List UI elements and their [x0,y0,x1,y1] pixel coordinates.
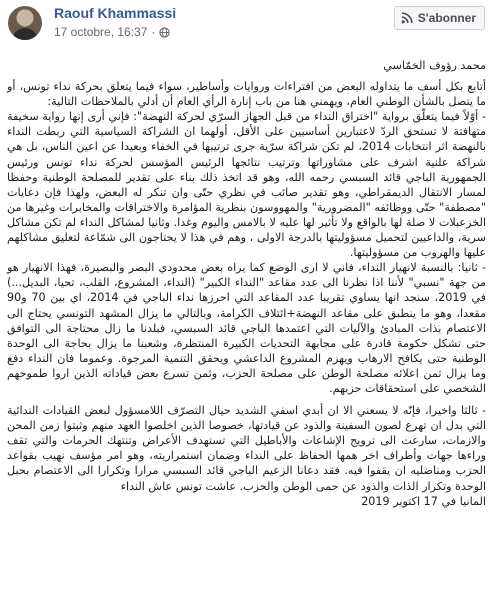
post-paragraph-first: - أوّلاً فيما يتعلّق برواية "اختراق النداء من قبل الجهاز السرّي لحركة النهضة": فإني أرى إنها رواية سخيفة متهافتة لا تستحق الردّ لاعتبارين أساسيين على الأقل، أولهما ان الشراكة السياسية التي ربطت النداء بالنهضة اثر انتخابات 2014، لم تكن شراكة سرّية جرى ترتيبها في الخفاء وبعيدا عن اعين الناس، بل هي شراكة علنية اشرف على مشاوراتها وترتيب نتائجها الرئيس المؤسس لحركة نداء تونس ورئيس الجمهورية الباجي قائد السبسي رحمه الله، وهو قد اتخذ ذلك بناء على تقدير للمصلحة الوطنية وحفظا لمسار الانتقال الديمقراطي، وهو تقدير صائب في نظري حتّى وان تنكر له البعض، ولهذا فإن دعايات "مصطفة" حتّى ووظائفه "المضرورية" والمهووسون بنظرية المؤامرة والاختراقات والمخابرات وغيرها من الخزعبلات لا صلة لها بالواقع ولا تأثير لها عليه لا بالامس واليوم وغدا. وثانيا لمشاكل النداء لم تكن مشاكل سرية، والداعيين لتحميل مسؤوليتها بالدرجة الاولى ، وهم في هذا لا يحتاجون الى شمّاعة لتعليق مشاكلهم عليها والهروب من مسؤوليتها. [7,110,486,260]
post-paragraph-intro: أتابع بكل أسف ما يتداوله البعض من افتراءات وروايات وأساطير، سواء فيما يتعلق بحركة نداء تونس، أو ما يتصل بالشأن الوطني العام، ويهمني هنا من باب إنارة الرأي العام أن أدلي بالملاحظات التالية: [7,80,486,109]
post-header [0,0,493,44]
separator-dot: · [151,25,156,39]
post-timestamp[interactable]: 17 octobre, 16:37 [54,25,148,39]
author-avatar[interactable] [8,6,42,40]
avatar-figure [12,28,38,40]
post-dateline: المانيا في 17 اكتوبر 2019 [361,494,486,508]
globe-icon[interactable] [159,27,170,38]
author-name-link[interactable]: Raouf Khammassi [54,5,177,21]
follow-button[interactable] [394,6,485,30]
paragraph-spacer [7,396,486,403]
post-signature: محمد رؤوف الخمّاسي [383,59,486,72]
post-meta [54,25,170,39]
post-paragraph-third: - ثالثا واخيرا، فإنّه لا يسعني الا ان أبدي اسفي الشديد حيال التصرّف اللامسؤول لبعض القيادات الندائية التي بدل ان تهرع لصون السفينة والذود عن قيادتها، خصوصا الذين اخلصوا العهد منهم وثبتوا زمن المحن والازمات، سارعت الى ترويج الإشاعات والأباطيل التي تستهدف الأعراض وتنتهك الحرمات والتي تقف وراءها جهات وأطراف اخر همها الحفاظ على النداء وضمان استمراريته، وهو امر مؤسف نهيب بقواعد الحزب ومناضليه ان يقفوا فيه. فقد دعانا الزعيم الباجي قائد السبسي مرارا وتكرارا الى الاعتصام بحبل الوحدة وتكرار الذات والذود عن حمى الوطن والحزب. عاشت تونس عاش النداء [7,404,486,493]
post-paragraph-second: - ثانيا: بالنسبة لانهيار النداء، فاني لا ارى الوضع كما يراه بعض محدودي البصر والبصيرة، فهذا الانهيار هو من جهة "نسبي" لأننا اذا نظرنا الى عدد مقاعد "النداء الكبير" (النداء، المشروع، القلب، تحيا، البديل...) في 2019، سنجد انها يساوي تقريبا عدد المقاعد التي احرزها نداء الباجي في 2014، اي بين 70 و90 مقعدا، وهو ما ينطبق على مقاعد النهضة+ائتلاف الكرامة، وبالتالي ما يزال المشهد التونسي يحتاج الى الاعتصام بذات المبادئ والآليات التي اعتمدها الباجي قائد السبسي، فبلدنا ما زال محتاجة الى التوافق حتى تشكل حكومة قادرة على مجابهة التحديات الكبيرة المنتظرة، وشعبنا ما يزال بحاجة الى الوحدة الوطنية حتى يكافح الارهاب ويهزم المشروع الداعشي ويحقق التنمية المرجوة. وعموما فان النداء دفع وما يزال ثمن اعلائه مصلحة الوطن على مصلحة الحزب، وثمن تسرع بعض قياداته الذين اروا طموحهم الشخصي على استحقاقات حزبهم. [7,261,486,395]
post-body [7,48,486,509]
follow-button-label: S'abonner [417,11,476,25]
rss-icon [401,12,413,24]
